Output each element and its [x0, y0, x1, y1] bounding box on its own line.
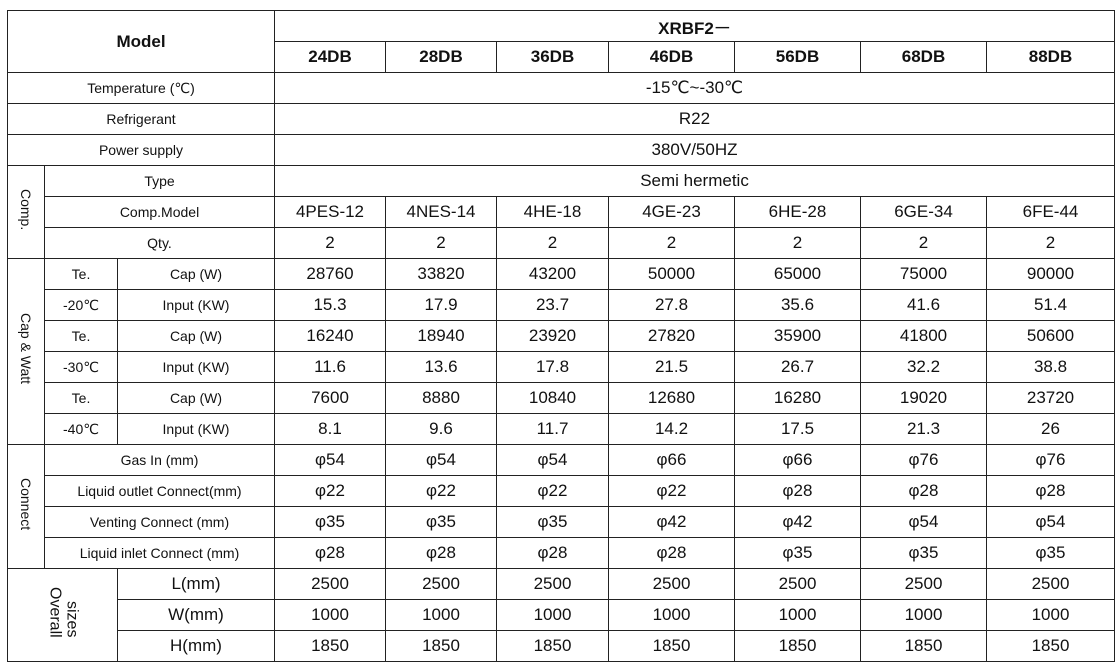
size-label: W(mm) — [118, 600, 275, 631]
size-row — [8, 631, 1115, 662]
model-name-cell: 28DB — [386, 42, 497, 73]
comp-model-label: Comp.Model — [45, 197, 275, 228]
size-cell: 1000 — [497, 600, 609, 631]
comp-model-cell: 6HE-28 — [735, 197, 861, 228]
input-cell: 15.3 — [275, 290, 386, 321]
refrigerant-label: Refrigerant — [8, 104, 275, 135]
cap-label: Cap (W) — [118, 383, 275, 414]
input-label: Input (KW) — [118, 290, 275, 321]
input-cell: 9.6 — [386, 414, 497, 445]
capwatt-group-text: Cap & Watt — [18, 313, 34, 385]
connect-row — [8, 445, 1115, 476]
connect-group-label — [8, 445, 45, 569]
te-temp-label: -30℃ — [45, 352, 118, 383]
size-cell: 2500 — [987, 569, 1115, 600]
comp-qty-cell: 2 — [735, 228, 861, 259]
size-row — [8, 569, 1115, 600]
capwatt-group-label — [8, 259, 45, 445]
connect-cell: φ35 — [497, 507, 609, 538]
size-cell: 2500 — [275, 569, 386, 600]
comp-qty-cell: 2 — [987, 228, 1115, 259]
comp-type-row — [8, 166, 1115, 197]
connect-cell: φ28 — [861, 476, 987, 507]
refrigerant-row — [8, 104, 1115, 135]
input-cell: 14.2 — [609, 414, 735, 445]
comp-qty-label: Qty. — [45, 228, 275, 259]
model-name-cell: 68DB — [861, 42, 987, 73]
connect-label: Liquid inlet Connect (mm) — [45, 538, 275, 569]
connect-cell: φ42 — [735, 507, 861, 538]
connect-row — [8, 476, 1115, 507]
input-cell: 41.6 — [861, 290, 987, 321]
cap-cell: 90000 — [987, 259, 1115, 290]
comp-group-text: Comp. — [18, 188, 34, 231]
input-row — [8, 290, 1115, 321]
comp-model-cell: 4NES-14 — [386, 197, 497, 228]
size-cell: 1850 — [735, 631, 861, 662]
connect-cell: φ76 — [861, 445, 987, 476]
connect-cell: φ66 — [609, 445, 735, 476]
comp-qty-cell: 2 — [386, 228, 497, 259]
model-name-cell: 24DB — [275, 42, 386, 73]
connect-cell: φ22 — [275, 476, 386, 507]
size-cell: 2500 — [609, 569, 735, 600]
refrigerant-value: R22 — [275, 104, 1115, 135]
comp-qty-cell: 2 — [609, 228, 735, 259]
size-cell: 2500 — [386, 569, 497, 600]
input-cell: 32.2 — [861, 352, 987, 383]
size-cell: 1000 — [735, 600, 861, 631]
input-row — [8, 352, 1115, 383]
cap-cell: 10840 — [497, 383, 609, 414]
cap-cell: 23920 — [497, 321, 609, 352]
spec-table-wrapper — [7, 10, 1115, 662]
comp-qty-cell: 2 — [861, 228, 987, 259]
comp-qty-row — [8, 228, 1115, 259]
model-name-cell: 88DB — [987, 42, 1115, 73]
connect-cell: φ66 — [735, 445, 861, 476]
te-temp-label: -40℃ — [45, 414, 118, 445]
connect-cell: φ28 — [735, 476, 861, 507]
comp-model-cell: 6GE-34 — [861, 197, 987, 228]
header-row-series — [8, 11, 1115, 42]
te-label: Te. — [45, 259, 118, 290]
connect-cell: φ54 — [861, 507, 987, 538]
cap-cell: 33820 — [386, 259, 497, 290]
size-cell: 1850 — [987, 631, 1115, 662]
model-name-cell: 46DB — [609, 42, 735, 73]
model-header: Model — [8, 11, 275, 73]
cap-row — [8, 321, 1115, 352]
cap-cell: 65000 — [735, 259, 861, 290]
cap-cell: 35900 — [735, 321, 861, 352]
input-cell: 17.8 — [497, 352, 609, 383]
input-cell: 35.6 — [735, 290, 861, 321]
cap-cell: 18940 — [386, 321, 497, 352]
input-cell: 8.1 — [275, 414, 386, 445]
size-cell: 1850 — [386, 631, 497, 662]
connect-cell: φ28 — [497, 538, 609, 569]
cap-cell: 27820 — [609, 321, 735, 352]
temperature-value: -15℃~-30℃ — [275, 73, 1115, 104]
input-cell: 11.6 — [275, 352, 386, 383]
connect-cell: φ35 — [275, 507, 386, 538]
comp-model-cell: 4GE-23 — [609, 197, 735, 228]
cap-cell: 41800 — [861, 321, 987, 352]
cap-row — [8, 383, 1115, 414]
connect-label: Liquid outlet Connect(mm) — [45, 476, 275, 507]
te-temp-label: -20℃ — [45, 290, 118, 321]
connect-cell: φ35 — [386, 507, 497, 538]
connect-cell: φ35 — [861, 538, 987, 569]
connect-cell: φ28 — [275, 538, 386, 569]
connect-cell: φ54 — [275, 445, 386, 476]
connect-cell: φ28 — [386, 538, 497, 569]
connect-label: Gas In (mm) — [45, 445, 275, 476]
size-cell: 1000 — [987, 600, 1115, 631]
model-name-cell: 36DB — [497, 42, 609, 73]
te-label: Te. — [45, 383, 118, 414]
cap-row — [8, 259, 1115, 290]
cap-cell: 8880 — [386, 383, 497, 414]
input-cell: 23.7 — [497, 290, 609, 321]
input-cell: 26.7 — [735, 352, 861, 383]
comp-group-label — [8, 166, 45, 259]
cap-label: Cap (W) — [118, 259, 275, 290]
size-label: L(mm) — [118, 569, 275, 600]
comp-model-cell: 6FE-44 — [987, 197, 1115, 228]
connect-label: Venting Connect (mm) — [45, 507, 275, 538]
input-cell: 21.5 — [609, 352, 735, 383]
comp-model-cell: 4PES-12 — [275, 197, 386, 228]
input-label: Input (KW) — [118, 352, 275, 383]
input-cell: 13.6 — [386, 352, 497, 383]
power-supply-value: 380V/50HZ — [275, 135, 1115, 166]
connect-cell: φ54 — [497, 445, 609, 476]
power-supply-row — [8, 135, 1115, 166]
cap-cell: 28760 — [275, 259, 386, 290]
comp-type-label: Type — [45, 166, 275, 197]
input-cell: 17.9 — [386, 290, 497, 321]
size-cell: 1000 — [275, 600, 386, 631]
connect-cell: φ42 — [609, 507, 735, 538]
size-cell: 1850 — [497, 631, 609, 662]
connect-cell: φ22 — [386, 476, 497, 507]
sizes-group-text-2: sizes — [63, 601, 81, 638]
connect-cell: φ54 — [987, 507, 1115, 538]
te-label: Te. — [45, 321, 118, 352]
input-row — [8, 414, 1115, 445]
cap-cell: 75000 — [861, 259, 987, 290]
cap-cell: 19020 — [861, 383, 987, 414]
series-header: XRBF2－ — [275, 11, 1115, 42]
comp-type-value: Semi hermetic — [275, 166, 1115, 197]
size-label: H(mm) — [118, 631, 275, 662]
model-name-cell: 56DB — [735, 42, 861, 73]
sizes-group-text-1: Overall — [46, 587, 64, 638]
cap-cell: 50000 — [609, 259, 735, 290]
size-cell: 2500 — [861, 569, 987, 600]
connect-cell: φ22 — [609, 476, 735, 507]
cap-cell: 43200 — [497, 259, 609, 290]
size-cell: 1000 — [386, 600, 497, 631]
connect-cell: φ76 — [987, 445, 1115, 476]
comp-model-cell: 4HE-18 — [497, 197, 609, 228]
size-cell: 2500 — [735, 569, 861, 600]
cap-cell: 16280 — [735, 383, 861, 414]
size-cell: 1000 — [609, 600, 735, 631]
input-cell: 26 — [987, 414, 1115, 445]
input-cell: 38.8 — [987, 352, 1115, 383]
connect-cell: φ22 — [497, 476, 609, 507]
spec-table — [7, 10, 1115, 662]
connect-cell: φ28 — [609, 538, 735, 569]
input-cell: 27.8 — [609, 290, 735, 321]
input-cell: 11.7 — [497, 414, 609, 445]
cap-cell: 12680 — [609, 383, 735, 414]
sizes-group-label — [8, 569, 118, 662]
input-cell: 51.4 — [987, 290, 1115, 321]
power-supply-label: Power supply — [8, 135, 275, 166]
cap-cell: 7600 — [275, 383, 386, 414]
connect-cell: φ35 — [735, 538, 861, 569]
connect-row — [8, 507, 1115, 538]
comp-qty-cell: 2 — [275, 228, 386, 259]
cap-cell: 50600 — [987, 321, 1115, 352]
connect-cell: φ35 — [987, 538, 1115, 569]
connect-row — [8, 538, 1115, 569]
input-cell: 21.3 — [861, 414, 987, 445]
size-cell: 1000 — [861, 600, 987, 631]
cap-cell: 23720 — [987, 383, 1115, 414]
connect-cell: φ54 — [386, 445, 497, 476]
size-cell: 1850 — [275, 631, 386, 662]
size-row — [8, 600, 1115, 631]
cap-label: Cap (W) — [118, 321, 275, 352]
connect-cell: φ28 — [987, 476, 1115, 507]
temperature-row — [8, 73, 1115, 104]
cap-cell: 16240 — [275, 321, 386, 352]
spec-table-body — [8, 11, 1115, 662]
input-label: Input (KW) — [118, 414, 275, 445]
comp-model-row — [8, 197, 1115, 228]
input-cell: 17.5 — [735, 414, 861, 445]
size-cell: 2500 — [497, 569, 609, 600]
connect-group-text: Connect — [18, 477, 34, 531]
size-cell: 1850 — [609, 631, 735, 662]
temperature-label: Temperature (℃) — [8, 73, 275, 104]
comp-qty-cell: 2 — [497, 228, 609, 259]
size-cell: 1850 — [861, 631, 987, 662]
